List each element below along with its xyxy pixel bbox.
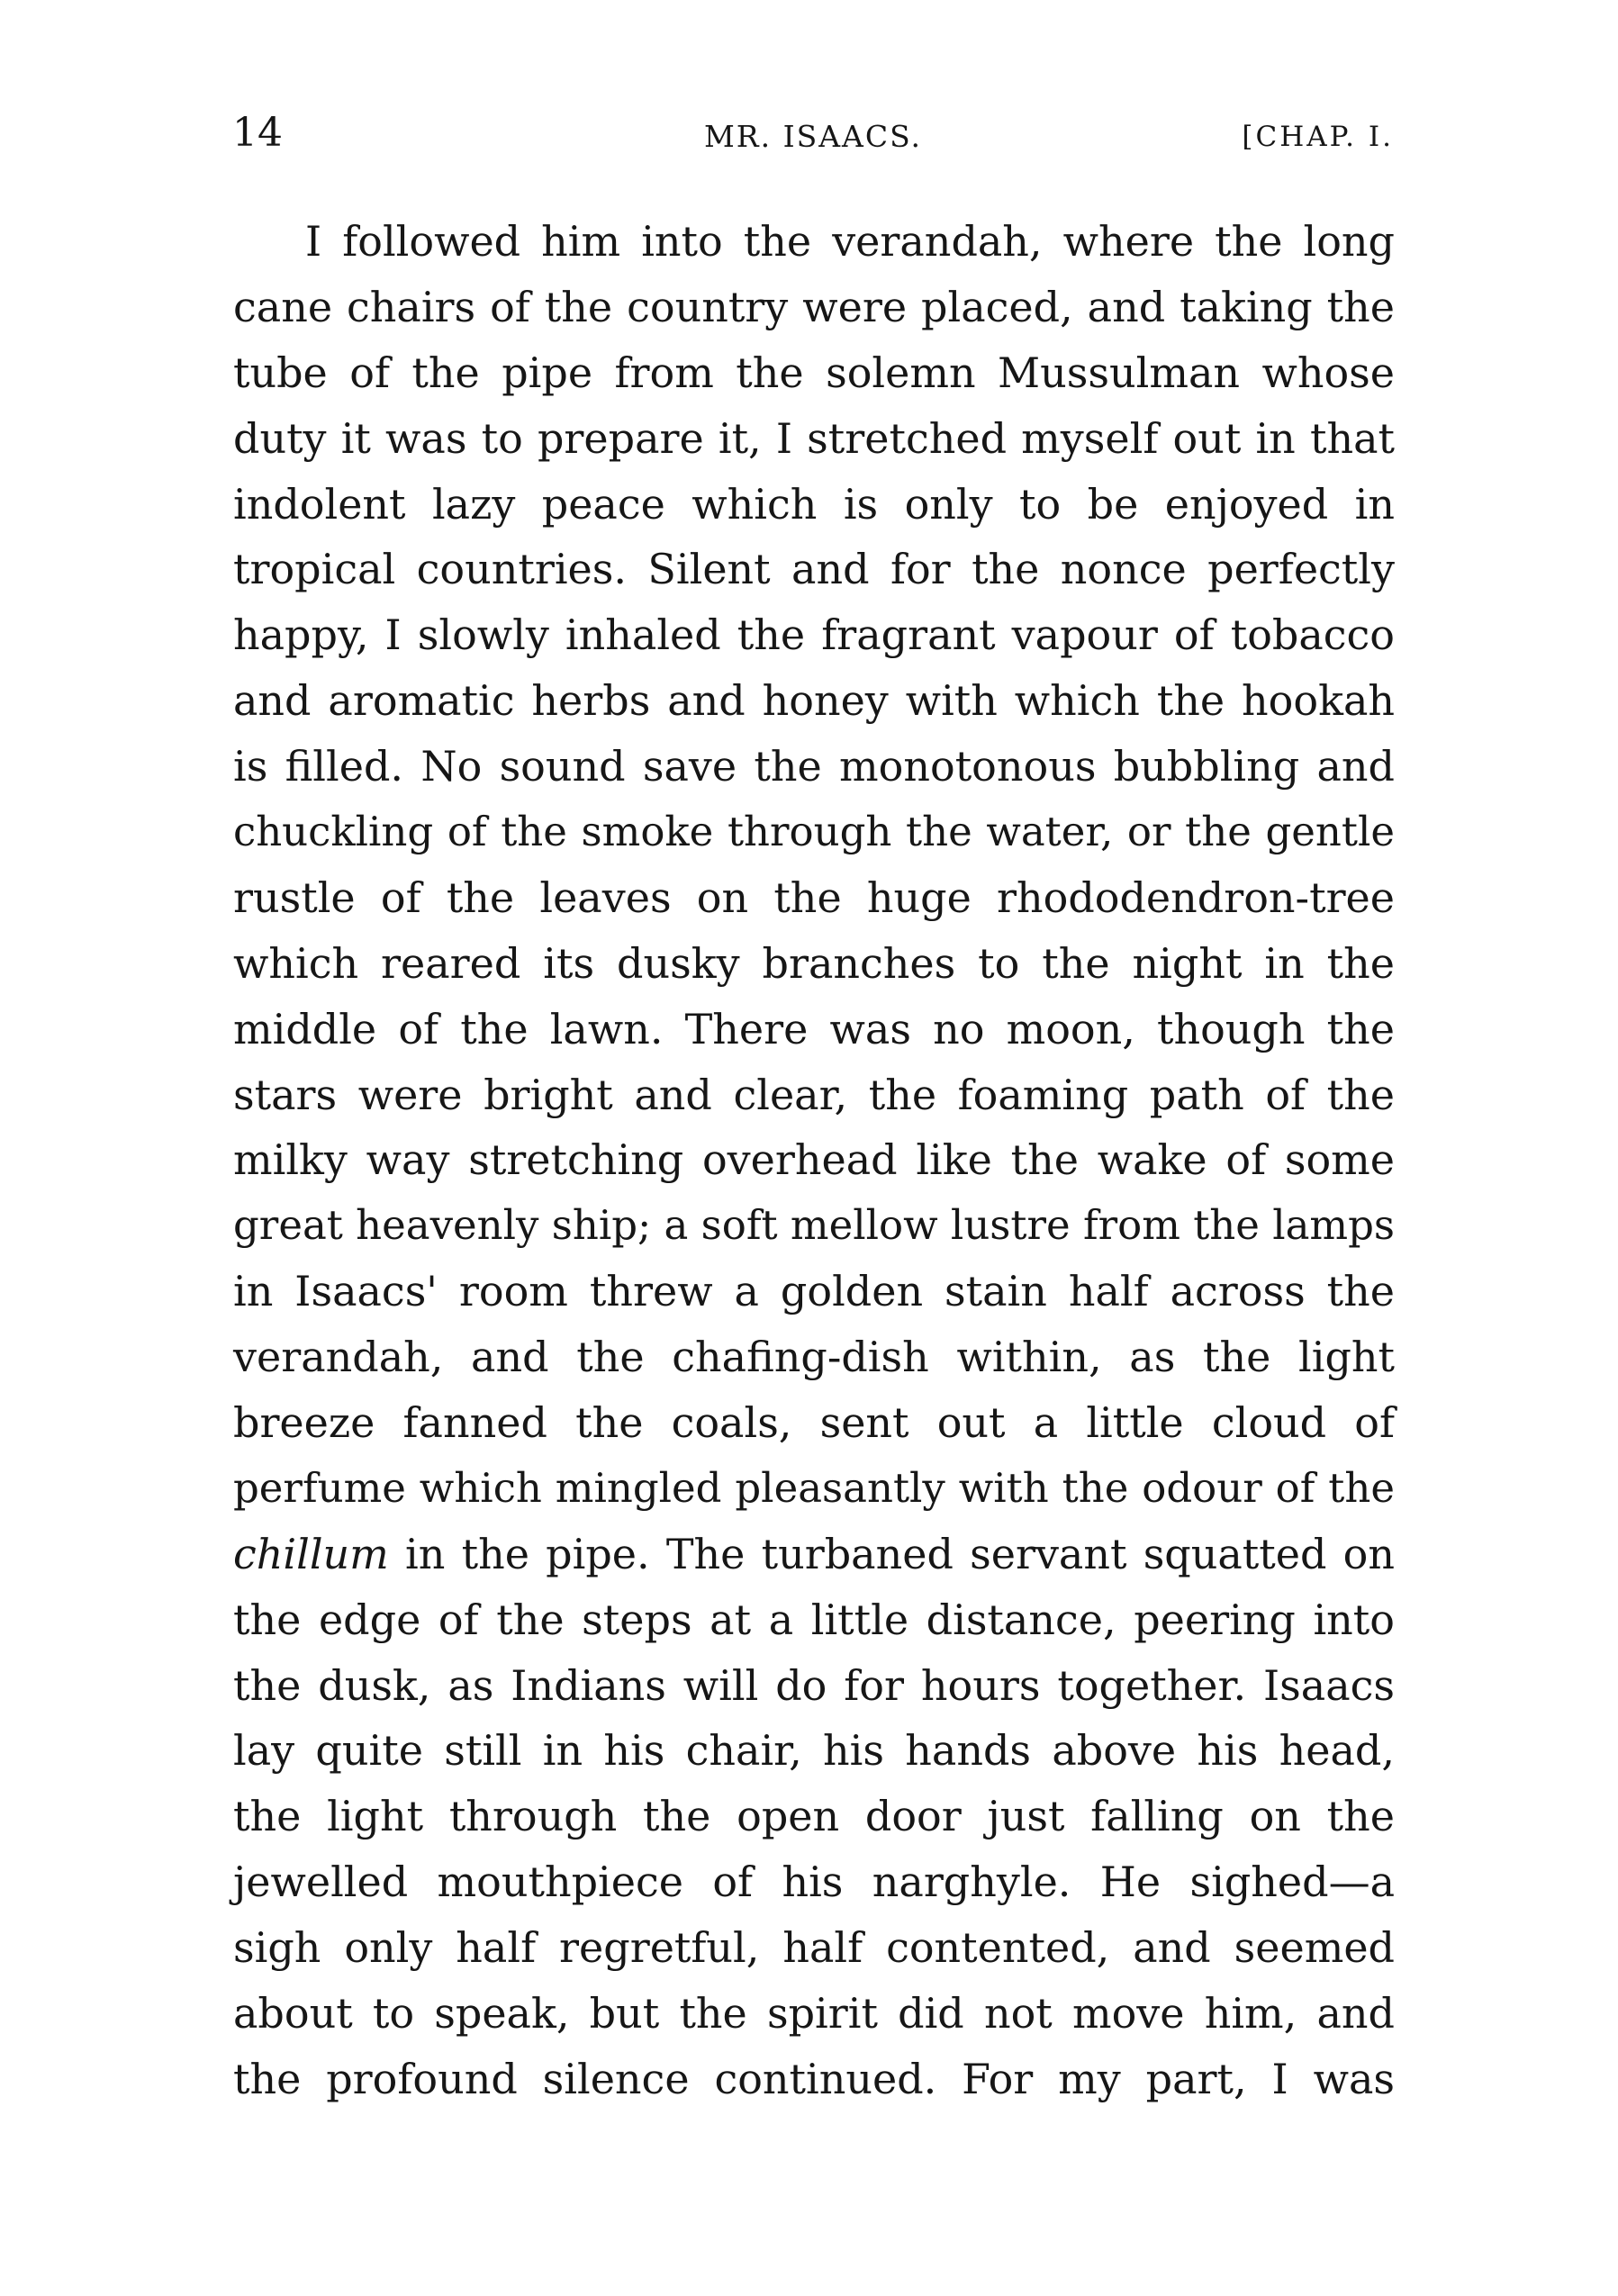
text-line: duty it was to prepare it, I stretched myself out in that xyxy=(233,413,1395,463)
text-line: cane chairs of the country were placed, and taking the xyxy=(233,282,1395,331)
text-line: chuckling of the smoke through the water, or the gentle xyxy=(233,808,1395,856)
text-line: the light through the open door just falling on the xyxy=(233,1792,1395,1841)
body-text xyxy=(233,209,1395,2112)
text-line: the dusk, as Indians will do for hours together. Isaacs xyxy=(233,1660,1395,1710)
text-line: verandah, and the chafing-dish within, as the light xyxy=(233,1333,1395,1382)
text-line: breeze fanned the coals, sent out a little cloud of xyxy=(233,1398,1395,1448)
page-number: 14 xyxy=(232,110,283,156)
text-line: I followed him into the verandah, where the long xyxy=(305,217,1395,266)
italic-word: chillum xyxy=(233,1529,389,1578)
chapter-reference: [CHAP. I. xyxy=(1242,121,1394,153)
text-line: milky way stretching overhead like the wake of some xyxy=(233,1135,1395,1185)
text-line: middle of the lawn. There was no moon, though the xyxy=(233,1004,1395,1053)
text-line-remainder: in the pipe. The turbaned servant squatted on xyxy=(405,1529,1396,1578)
text-line: in Isaacs' room threw a golden stain half across the xyxy=(233,1267,1395,1316)
text-line: is filled. No sound save the monotonous bubbling and xyxy=(233,742,1395,791)
text-line: happy, I slowly inhaled the fragrant vapour of tobacco xyxy=(233,610,1395,660)
text-line: and aromatic herbs and honey with which the hookah xyxy=(233,676,1395,726)
text-line: sigh only half regretful, half contented, and seemed xyxy=(233,1923,1395,1973)
running-head xyxy=(232,106,1394,160)
text-line: the profound silence continued. For my part, I was xyxy=(233,2054,1395,2103)
text-line: indolent lazy peace which is only to be enjoyed in xyxy=(233,479,1395,529)
text-line: tube of the pipe from the solemn Mussulman whose xyxy=(233,348,1395,397)
text-line: stars were bright and clear, the foaming path of the xyxy=(233,1070,1395,1119)
running-title: MR. ISAACS. xyxy=(703,119,923,154)
text-line: which reared its dusky branches to the night in the xyxy=(233,938,1395,988)
text-line: perfume which mingled pleasantly with the odour of the xyxy=(233,1463,1395,1512)
text-line: jewelled mouthpiece of his narghyle. He sighed—a xyxy=(233,1858,1395,1907)
text-line: lay quite still in his chair, his hands above his head, xyxy=(233,1726,1395,1776)
text-line: rustle of the leaves on the huge rhododendron-tree xyxy=(233,872,1395,922)
text-line-with-italic xyxy=(233,1522,1395,1587)
text-line: great heavenly ship; a soft mellow lustre from the lamps xyxy=(233,1201,1395,1250)
text-line: the edge of the steps at a little distance, peering into xyxy=(233,1595,1395,1644)
text-line: tropical countries. Silent and for the nonce perfectly xyxy=(233,545,1395,594)
text-line: about to speak, but the spirit did not move him, and xyxy=(233,1989,1395,2038)
